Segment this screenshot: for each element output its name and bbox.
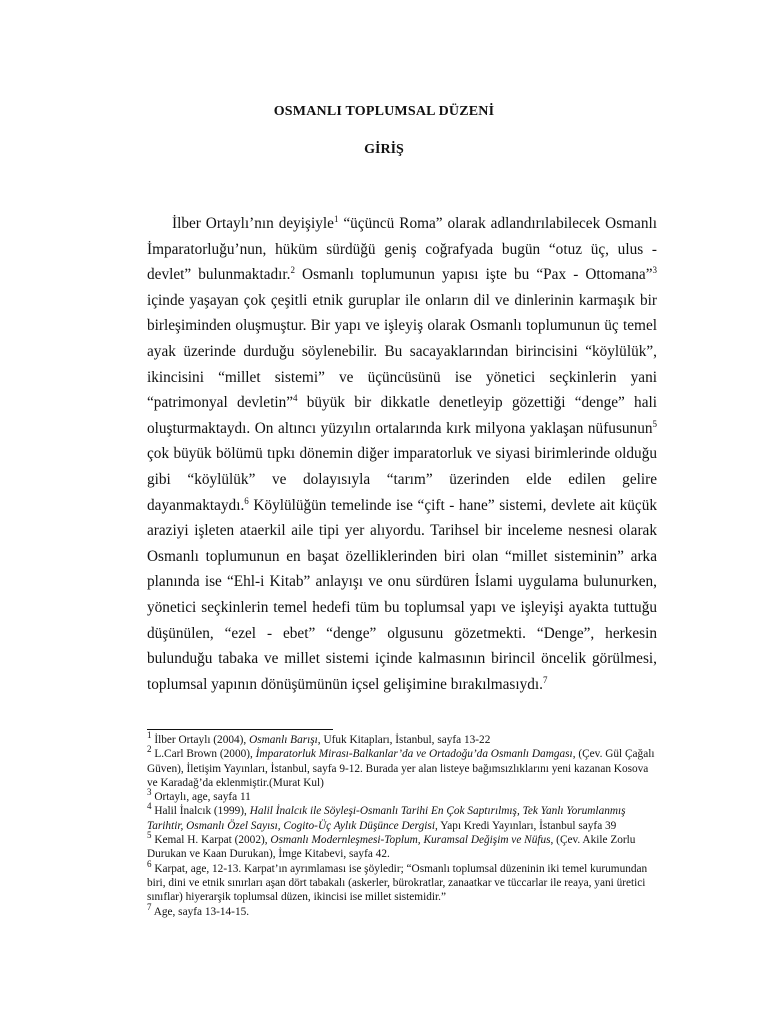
footnote-text: İlber Ortaylı (2004), — [151, 734, 250, 746]
paragraph-text: İlber Ortaylı’nın deyişiyle — [172, 215, 334, 232]
footnote-number: 1 — [147, 730, 152, 741]
footnote-ref: 4 — [293, 393, 298, 404]
footnote-6 — [147, 858, 657, 905]
footnote-ref: 6 — [244, 495, 249, 506]
section-heading: GİRİŞ — [364, 142, 404, 157]
footnote-text: , (Çev. Gül Çağalı Güven), İletişim Yayınları, İstanbul, sayfa 9-12. Burada yer alan listeye bağımsızlıklarını yeni kazanan Kosova ve Karadağ’da eklenmiştir.(Murat Kul) — [147, 748, 655, 789]
footnote-number: 6 — [147, 858, 152, 869]
footnote-text: Kemal H. Karpat (2002), — [151, 834, 271, 847]
paragraph-text: “üçüncü Roma” olarak adlandırılabilecek Osmanlı İmparatorluğu’nun, hüküm sürdüğü geniş coğrafyada bugün “otuz üç, ulus - devlet” bulunmaktadır. — [147, 215, 657, 284]
footnote-ref: 7 — [542, 674, 548, 685]
footnotes — [147, 730, 657, 919]
footnote-text: , Ufuk Kitapları, İstanbul, sayfa 13-22 — [317, 734, 491, 746]
footnote-ref: 1 — [333, 213, 339, 224]
footnote-5 — [147, 830, 657, 862]
footnote-italic-title: İmparatorluk Mirası-Balkanlar’da ve Ortadoğu’da Osmanlı Damgası — [255, 748, 573, 761]
footnote-ref: 5 — [652, 418, 657, 429]
footnote-text: Ortaylı, age, sayfa 11 — [151, 791, 251, 804]
footnote-number: 4 — [147, 801, 152, 812]
paragraph-text: büyük bir dikkatle denetleyip gözettiği “denge” hali oluşturmaktaydı. On altıncı yüzyılın ortalarında kırk milyona yaklaşan nüfusunun — [147, 394, 657, 437]
paragraph-text: Köylülüğün temelinde ise “çift - hane” sistemi, devlete ait küçük araziyi işleten ataerkil aile tipi yer alıyordu. Tarihsel bir inceleme nesnesi olarak Osmanlı toplumunun en başat özelliklerinden biri olan “millet sisteminin” arka planında ise “Ehl-i Kitab” anlayışı ve onu sürdüren İslami uygulama bulunurken, yönetici seçkinlerin temel hedefi tüm bu toplumsal yapı ve işleyişi ayakta tuttuğu düşünülen, “ezel - ebet” “denge” olgusunu gözetmekti. “Denge”, herkesin bulunduğu tabaka ve millet sistemi içinde kalmasının birincil öncelik görülmesi, toplumsal yapının dönüşümünün içsel gelişimine bırakılmasıydı. — [147, 496, 657, 693]
page-title: OSMANLI TOPLUMSAL DÜZENİ — [273, 104, 495, 119]
footnote-italic-title: Halil İnalcık ile Söyleşi-Osmanlı Tarihi En Çok Saptırılmış, Tek Yanlı Yorumlanmış Tarihtir, Osmanlı Özel Sayısı, Cogito-Üç Aylık Düşünce Dergisi — [147, 805, 626, 832]
footnote-text: , Yapı Kredi Yayınları, İstanbul sayfa 39 — [434, 819, 617, 832]
body-paragraph — [147, 211, 657, 697]
footnote-ref: 2 — [290, 265, 295, 276]
footnote-3 — [147, 787, 657, 804]
footnote-text: L.Carl Brown (2000), — [151, 748, 256, 761]
footnote-4 — [147, 801, 657, 833]
footnote-text: , (Çev. Akile Zorlu Durukan ve Kaan Durukan), İmge Kitabevi, sayfa 42. — [147, 834, 636, 861]
footnote-7 — [147, 901, 657, 919]
footnote-number: 7 — [147, 901, 152, 912]
footnote-separator — [147, 729, 333, 730]
footnote-number: 2 — [147, 744, 152, 755]
footnote-text: Karpat, age, 12-13. Karpat’ın ayrımlaması ise şöyledir; “Osmanlı toplumsal düzeninin iki temel kurumundan biri, dini ve etnik sınırları aşan dört tabakalı (askerler, bürokratlar, zanaatkar ve tüccarlar ile reaya, yani üretici sınıflar) hiyerarşik toplumsal düzen, ikincisi ise millet sistemidir.” — [147, 862, 648, 904]
footnote-ref: 3 — [652, 265, 657, 276]
footnote-text: Age, sayfa 13-14-15. — [151, 905, 250, 918]
footnote-1 — [147, 730, 657, 747]
footnote-number: 3 — [147, 787, 152, 798]
paragraph-text: çok büyük bölümü tıpkı dönemin diğer imparatorluk ve siyasi birimlerinde olduğu gibi “köylülük” ve dolayısıyla “tarım” üzerinden elde edilen gelire dayanmaktaydı. — [147, 445, 657, 514]
footnote-text: Halil İnalcık (1999), — [151, 805, 250, 818]
footnote-italic-title: Osmanlı Barışı — [249, 734, 318, 746]
footnote-number: 5 — [147, 830, 152, 841]
paragraph-text: içinde yaşayan çok çeşitli etnik guruplar ile onların dil ve dinlerinin karmaşık bir birleşiminden oluşmuştur. Bir yapı ve işleyiş olarak Osmanlı toplumunun üç temel ayak üzerinde durduğu söylenebilir. Bu sacayaklarından birincisini “köylülük”, ikincisini “millet sistemi” ve üçüncüsünü ise yönetici seçkinlerin yani “patrimonyal devletin” — [147, 291, 657, 412]
paragraph-text: Osmanlı toplumunun yapısı işte bu “Pax - Ottomana” — [294, 266, 653, 284]
footnote-italic-title: Osmanlı Modernleşmesi-Toplum, Kuramsal Değişim ve Nüfus — [270, 834, 551, 847]
footnote-2 — [147, 744, 657, 790]
